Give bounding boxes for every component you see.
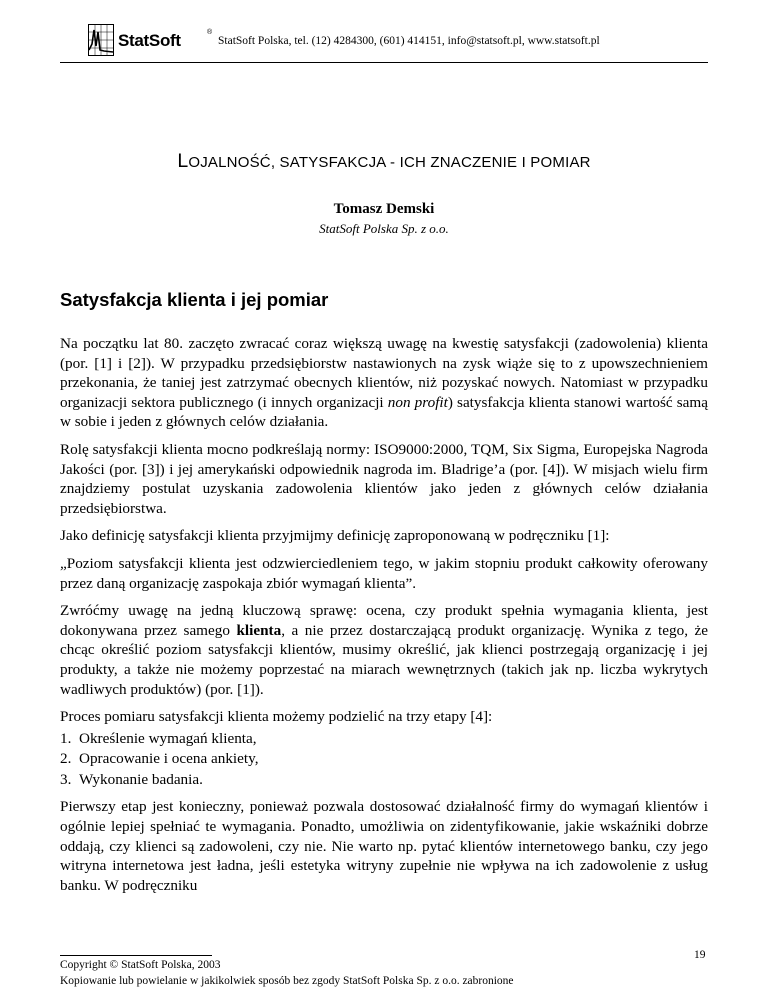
article-title [0, 150, 768, 173]
author-name: Tomasz Demski [333, 201, 435, 217]
paragraph-1 [60, 334, 708, 432]
quote-paragraph: „Poziom satysfakcji klienta jest odzwierciedleniem tego, w jakim stopniu produkt całkowity oferowany przez daną organizację zaspokaja zbiór wymagań klienta”. [60, 554, 708, 592]
paragraph-1-text-a: Na początku lat 80. zaczęto zwracać coraz większą uwagę na kwestię satysfakcji (zadowolenia) klienta (por. [1] i [2]). W przypadku przedsiębiorstw nastawionych na zysk wiąże się to z upowszechnieniem przekonania, że taniej jest zatrzymać obecnych klientów, niż pozyskać nowych. Natomiast w przypadku organizacji sektora publicznego (i innych organizacji [60, 335, 708, 411]
footer-divider [60, 955, 212, 956]
paragraph-5-text-b: , a nie przez dostarczającą produkt organizację. Wynika z tego, że chcąc określić poziom satysfakcji klientów, musimy określić, jak klienci postrzegają organizację i jej produkty, a także nie możemy poprzestać na miarach wewnętrznych (takich jak np. liczba wykrytych wadliwych produktów) (por. [1]). [60, 621, 708, 698]
paragraph-5-text-a: Zwróćmy uwagę na jedną kluczową sprawę: ocena, czy produkt spełnia wymagania klienta, jest dokonywana przez samego [60, 602, 708, 639]
page-number: 19 [694, 949, 706, 961]
paragraph-7: Pierwszy etap jest konieczny, ponieważ pozwala dostosować działalność firmy do wymagań klientów i ogólnie lepiej spełniać te wymagania. Ponadto, umożliwia on zidentyfikowanie, jakie wskaźniki dobrze oddają, czy klienci są zadowoleni, czy nie. Nie warto np. pytać klientów internetowego banku, czy jego witryna internetowa jest ładna, jeśli estetyka witryny zupełnie nie wpływa na ich zadowolenie z usług banku. W podręczniku [60, 798, 708, 894]
paragraph-5-bold: klienta [236, 621, 282, 639]
list-item [60, 729, 708, 749]
header-divider [60, 62, 708, 63]
list-item-number: 2. [60, 750, 72, 768]
title-rest: , SATYSFAKCJA - ICH ZNACZENIE I POMIAR [270, 154, 591, 171]
stages-list [60, 729, 708, 790]
paragraph-3: Jako definicję satysfakcji klienta przyjmijmy definicję zaproponowaną w podręczniku [1]: [60, 527, 610, 545]
logo-text: StatSoft [118, 31, 181, 50]
footer-copyright: Copyright © StatSoft Polska, 2003 [60, 959, 221, 971]
list-item-text: Opracowanie i ocena ankiety, [79, 750, 259, 768]
title-initial: L [177, 150, 189, 172]
article-body [60, 334, 708, 895]
footer-notice: Kopiowanie lub powielanie w jakikolwiek sposób bez zgody StatSoft Polska Sp. z o.o. zabronione [60, 975, 514, 987]
logo-chart-icon [88, 24, 114, 56]
paragraph-1-emphasis: non profit [387, 393, 448, 411]
list-item [60, 749, 708, 769]
paragraph-5 [60, 601, 708, 699]
section-heading: Satysfakcja klienta i jej pomiar [60, 289, 329, 310]
paragraph-2: Rolę satysfakcji klienta mocno podkreślają normy: ISO9000:2000, TQM, Six Sigma, Europejska Nagroda Jakości (por. [3]) i jej amerykański odpowiednik nagroda im. Bladrige’a (por. [4]). W misjach wielu firm znajdziemy postulat uzyskania zadowolenia klientów jako jeden z głównych celów działania przedsiębiorstwa. [60, 440, 708, 517]
paragraph-6: Proces pomiaru satysfakcji klienta możemy podzielić na trzy etapy [4]: [60, 708, 493, 726]
list-item-text: Wykonanie badania. [79, 770, 203, 788]
author-affiliation: StatSoft Polska Sp. z o.o. [319, 221, 449, 236]
statsoft-logo [88, 22, 218, 60]
list-item [60, 770, 708, 790]
page-header [88, 20, 708, 64]
list-item-number: 1. [60, 729, 72, 747]
registered-mark: ® [207, 29, 213, 36]
header-contact: StatSoft Polska, tel. (12) 4284300, (601) 414151, info@statsoft.pl, www.statsoft.pl [218, 35, 600, 47]
title-word-1: OJALNOŚĆ [188, 154, 271, 171]
list-item-number: 3. [60, 770, 72, 788]
list-item-text: Określenie wymagań klienta, [79, 729, 257, 747]
paragraph-1-text-b: ) satysfakcja klienta stanowi wartość samą w sobie i jeden z głównych celów działania. [60, 393, 708, 431]
